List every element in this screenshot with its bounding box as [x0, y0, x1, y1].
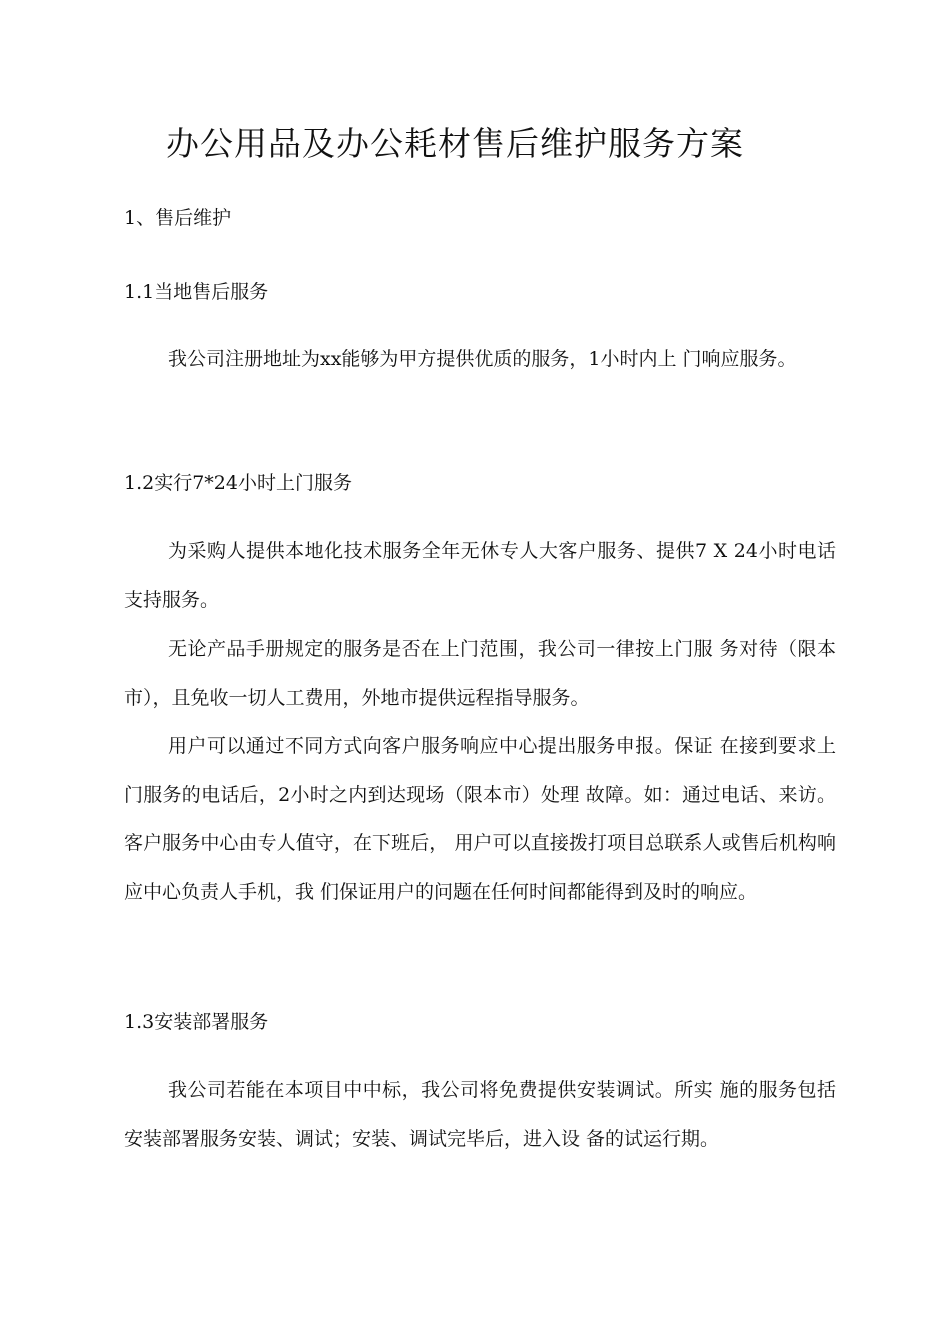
- paragraph-local-service: 我公司注册地址为xx能够为甲方提供优质的服务，1小时内上 门响应服务。: [168, 348, 797, 370]
- paragraph-onsite-policy: 无论产品手册规定的服务是否在上门范围，我公司一律按上门服 务对待（限本市），且免收一切人工费用，外地市提供远程指导服务。: [124, 638, 836, 709]
- section-heading-24h-service: 1.2实行7*24小时上门服务: [124, 472, 352, 494]
- document-title: 办公用品及办公耗材售后维护服务方案: [166, 124, 744, 163]
- section-heading-installation: 1.3安装部署服务: [124, 1011, 269, 1033]
- paragraph-response-center: 用户可以通过不同方式向客户服务响应中心提出服务申报。保证 在接到要求上门服务的电话后，2小时之内到达现场（限本市）处理 故障。如：通过电话、来访。客户服务中心由专人值守，在下班后， 用户可以直接拨打项目总联系人或售后机构响应中心负责人手机，我 们保证用户的问题在任何时间都能得到及时的响应。: [124, 735, 836, 903]
- paragraph-24h-support: 为采购人提供本地化技术服务全年无休专人大客户服务、提供7 X 24小时电话支持服务。: [124, 540, 836, 611]
- paragraph-installation: 我公司若能在本项目中中标，我公司将免费提供安装调试。所实 施的服务包括安装部署服务安装、调试；安装、调试完毕后，进入设 备的试运行期。: [124, 1079, 836, 1150]
- section-heading-after-sales: 1、售后维护: [124, 207, 232, 229]
- section-heading-local-service: 1.1当地售后服务: [124, 281, 269, 303]
